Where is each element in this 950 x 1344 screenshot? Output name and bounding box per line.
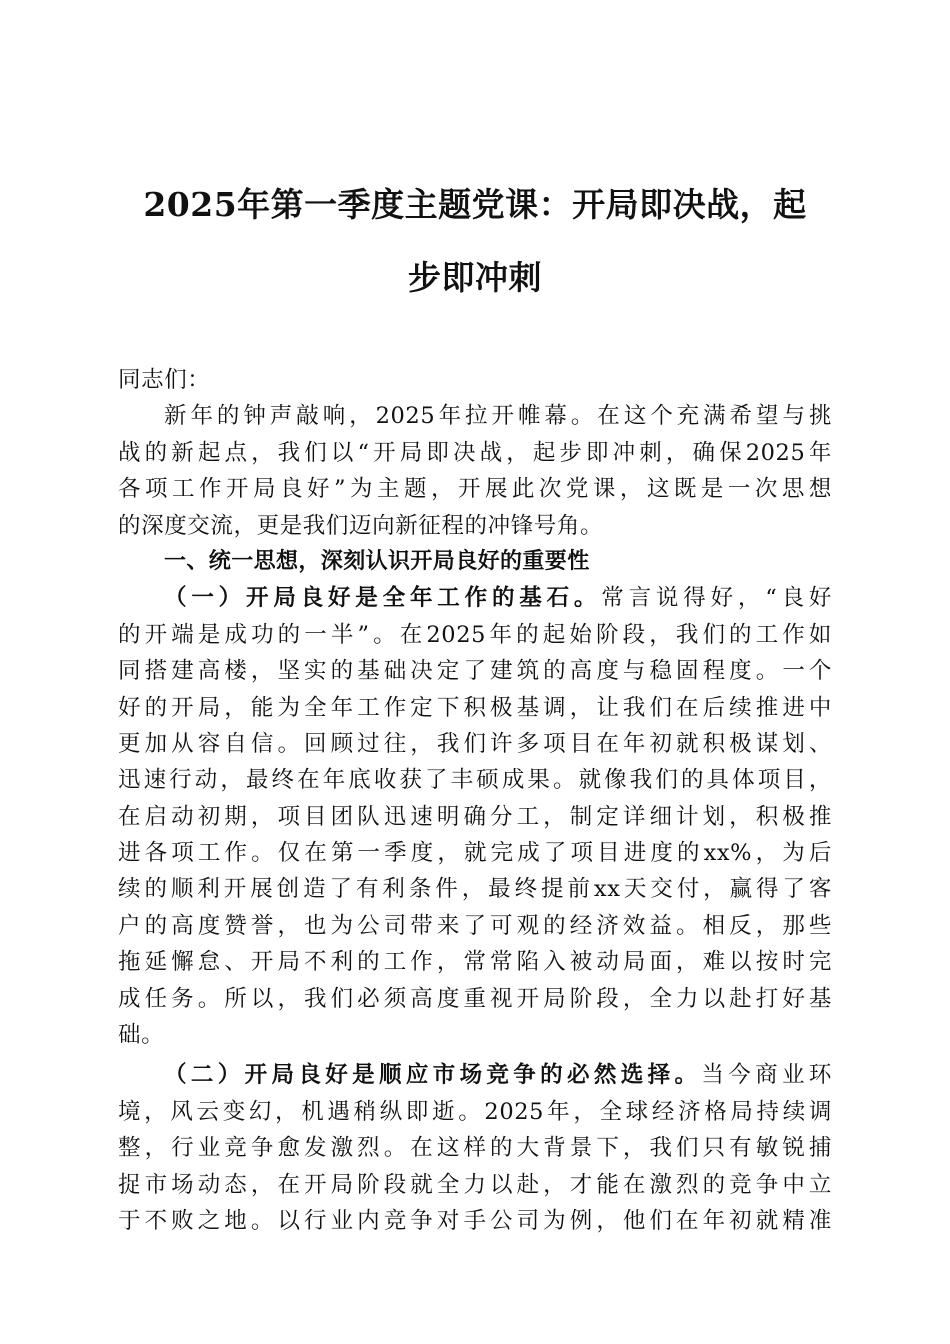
sub1-first-line <box>118 580 832 616</box>
title-line-1: 2025年第一季度主题党课：开局即决战，起 <box>143 185 807 224</box>
sub1-line: 续的顺利开展创造了有利条件，最终提前xx天交付，赢得了客 <box>118 876 832 903</box>
sub1-lead: （一）开局良好是全年工作的基石。 <box>164 585 602 612</box>
sub1-line: 更加从容自信。回顾过往，我们许多项目在年初就积极谋划、 <box>118 730 832 757</box>
sub1-line: 础。 <box>118 1022 165 1049</box>
sub1-line: 的开端是成功的一半”。在2025年的起始阶段，我们的工作如 <box>118 621 832 648</box>
sub2-first-line <box>118 1057 832 1093</box>
sub2-lead: （二）开局良好是顺应市场竞争的必然选择。 <box>164 1062 702 1089</box>
sub2-line: 捉市场动态，在开局阶段就全力以赴，才能在激烈的竞争中立 <box>118 1171 832 1198</box>
sub2-line: 于不败之地。以行业内竞争对手公司为例，他们在年初就精准 <box>118 1207 832 1234</box>
sub2-line: 境，风云变幻，机遇稍纵即逝。2025年，全球经济格局持续调 <box>118 1098 832 1125</box>
sub2-first-rest: 当今商业环 <box>701 1062 832 1089</box>
intro-line: 战的新起点，我们以“开局即决战，起步即冲刺，确保2025年 <box>118 439 832 466</box>
title-line-2: 步即冲刺 <box>408 258 542 297</box>
sub1-line: 成任务。所以，我们必须高度重视开局阶段，全力以赴打好基 <box>118 985 832 1012</box>
document-body <box>118 362 832 1239</box>
intro-line: 新年的钟声敲响，2025年拉开帷幕。在这个充满希望与挑 <box>164 403 832 430</box>
intro-line: 的深度交流，更是我们迈向新征程的冲锋号角。 <box>118 512 604 539</box>
document-title <box>118 168 832 314</box>
salutation: 同志们： <box>118 367 211 393</box>
sub2-line: 整，行业竞争愈发激烈。在这样的大背景下，我们只有敏锐捕 <box>118 1135 832 1162</box>
sub1-line: 在启动初期，项目团队迅速明确分工，制定详细计划，积极推 <box>118 803 832 830</box>
sub1-line: 户的高度赞誉，也为公司带来了可观的经济效益。相反，那些 <box>118 912 832 939</box>
sub1-line: 迅速行动，最终在年底收获了丰硕成果。就像我们的具体项目， <box>118 767 832 794</box>
section-1-heading: 一、统一思想，深刻认识开局良好的重要性 <box>164 548 590 574</box>
sub1-first-rest: 常言说得好，“良好 <box>601 585 832 612</box>
sub1-line: 进各项工作。仅在第一季度，就完成了项目进度的xx%，为后 <box>118 840 832 867</box>
intro-line: 各项工作开局良好”为主题，开展此次党课，这既是一次思想 <box>118 476 832 503</box>
sub1-line: 好的开局，能为全年工作定下积极基调，让我们在后续推进中 <box>118 694 832 721</box>
sub1-line: 拖延懈怠、开局不利的工作，常常陷入被动局面，难以按时完 <box>118 949 832 976</box>
sub1-line: 同搭建高楼，坚实的基础决定了建筑的高度与稳固程度。一个 <box>118 658 832 685</box>
